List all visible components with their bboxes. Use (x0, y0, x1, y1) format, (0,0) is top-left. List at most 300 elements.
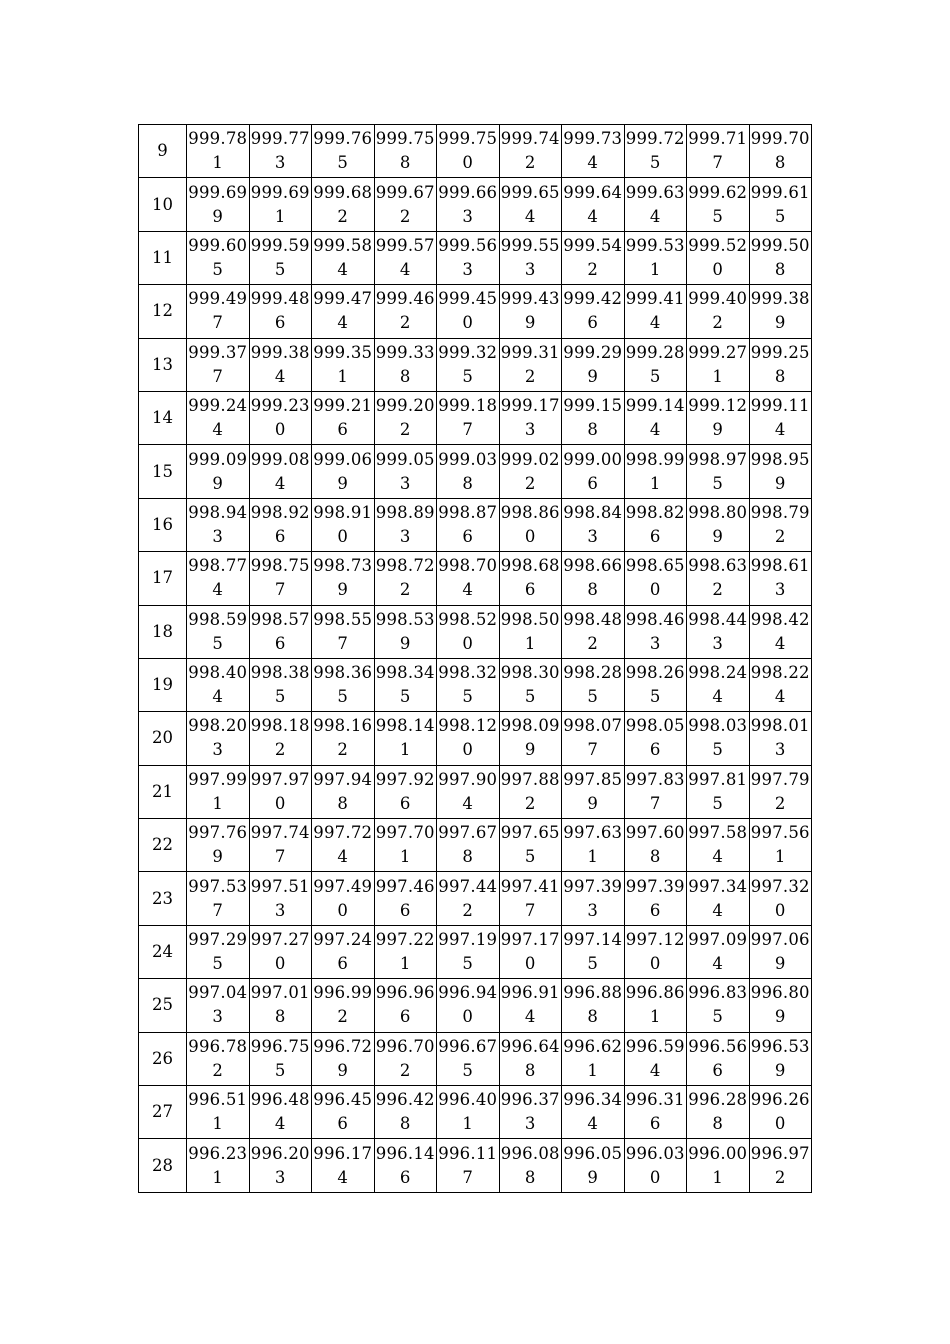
table-cell (624, 605, 687, 658)
cell-value: 996.203 (250, 1143, 310, 1187)
table-row (139, 658, 812, 711)
table-cell (562, 1086, 625, 1139)
row-label: 22 (139, 819, 187, 872)
cell-value: 999.563 (438, 235, 498, 279)
table-cell (437, 658, 500, 711)
table-cell (687, 285, 750, 338)
table-row (139, 1139, 812, 1192)
table-cell (437, 445, 500, 498)
cell-value: 997.043 (188, 983, 248, 1027)
cell-value: 997.701 (375, 823, 435, 867)
table-cell (562, 445, 625, 498)
cell-value: 997.991 (188, 769, 248, 813)
table-cell (187, 1032, 250, 1085)
cell-value: 996.835 (688, 983, 748, 1027)
table-cell (749, 872, 812, 925)
cell-value: 998.443 (688, 609, 748, 653)
cell-value: 998.576 (250, 609, 310, 653)
table-cell (687, 765, 750, 818)
table-row (139, 872, 812, 925)
cell-value: 998.792 (750, 502, 810, 546)
table-cell (187, 819, 250, 872)
cell-value: 999.144 (625, 396, 685, 440)
cell-value: 999.099 (188, 449, 248, 493)
table-cell (499, 605, 562, 658)
cell-value: 998.056 (625, 716, 685, 760)
table-cell (624, 979, 687, 1032)
cell-value: 999.595 (250, 235, 310, 279)
cell-value: 996.566 (688, 1036, 748, 1080)
table-cell (249, 872, 312, 925)
table-cell (749, 338, 812, 391)
cell-value: 999.725 (625, 129, 685, 173)
table-cell (249, 605, 312, 658)
table-row (139, 231, 812, 284)
table-cell (562, 605, 625, 658)
table-cell (437, 605, 500, 658)
table-cell (687, 925, 750, 978)
cell-value: 999.717 (688, 129, 748, 173)
cell-value: 999.750 (438, 129, 498, 173)
cell-value: 999.325 (438, 342, 498, 386)
table-cell (562, 1032, 625, 1085)
table-cell (312, 125, 375, 178)
table-cell (249, 925, 312, 978)
row-label: 18 (139, 605, 187, 658)
cell-value: 999.006 (563, 449, 623, 493)
table-cell (499, 338, 562, 391)
cell-value: 996.729 (313, 1036, 373, 1080)
table-cell (249, 125, 312, 178)
table-cell (374, 925, 437, 978)
cell-value: 996.511 (188, 1090, 248, 1134)
row-label: 17 (139, 552, 187, 605)
row-label: 27 (139, 1086, 187, 1139)
cell-value: 996.174 (313, 1143, 373, 1187)
cell-value: 998.365 (313, 663, 373, 707)
cell-value: 998.632 (688, 556, 748, 600)
table-cell (749, 498, 812, 551)
cell-value: 999.069 (313, 449, 373, 493)
table-cell (249, 552, 312, 605)
table-cell (312, 1139, 375, 1192)
table-cell (312, 231, 375, 284)
table-cell (562, 125, 625, 178)
cell-value: 999.682 (313, 182, 373, 226)
cell-value: 999.734 (563, 129, 623, 173)
cell-value: 999.053 (375, 449, 435, 493)
table-cell (249, 338, 312, 391)
cell-value: 999.258 (750, 342, 810, 386)
cell-value: 996.675 (438, 1036, 498, 1080)
cell-value: 999.450 (438, 289, 498, 333)
cell-value: 999.765 (313, 129, 373, 173)
cell-value: 998.826 (625, 502, 685, 546)
row-label: 26 (139, 1032, 187, 1085)
cell-value: 996.888 (563, 983, 623, 1027)
cell-value: 996.539 (750, 1036, 810, 1080)
table-cell (749, 231, 812, 284)
table-row (139, 1086, 812, 1139)
row-label: 15 (139, 445, 187, 498)
table-cell (499, 1032, 562, 1085)
table-cell (374, 285, 437, 338)
cell-value: 996.702 (375, 1036, 435, 1080)
cell-value: 999.497 (188, 289, 248, 333)
table-cell (437, 765, 500, 818)
table-cell (187, 872, 250, 925)
cell-value: 996.231 (188, 1143, 248, 1187)
table-cell (624, 552, 687, 605)
table-cell (687, 338, 750, 391)
table-cell (687, 872, 750, 925)
cell-value: 998.893 (375, 502, 435, 546)
cell-value: 996.648 (500, 1036, 560, 1080)
table-cell (499, 498, 562, 551)
table-cell (374, 658, 437, 711)
cell-value: 999.426 (563, 289, 623, 333)
cell-value: 997.393 (563, 876, 623, 920)
table-cell (312, 712, 375, 765)
row-label: 23 (139, 872, 187, 925)
table-cell (749, 285, 812, 338)
row-label: 28 (139, 1139, 187, 1192)
table-cell (562, 925, 625, 978)
cell-value: 998.244 (688, 663, 748, 707)
table-cell (437, 872, 500, 925)
table-cell (437, 1032, 500, 1085)
table-cell (374, 445, 437, 498)
cell-value: 998.959 (750, 449, 810, 493)
table-cell (749, 178, 812, 231)
table-cell (749, 1139, 812, 1192)
table-row (139, 125, 812, 178)
table-cell (374, 125, 437, 178)
table-cell (624, 658, 687, 711)
row-label: 21 (139, 765, 187, 818)
cell-value: 996.088 (500, 1143, 560, 1187)
table-cell (374, 872, 437, 925)
table-cell (187, 498, 250, 551)
table-cell (624, 445, 687, 498)
cell-value: 999.129 (688, 396, 748, 440)
table-body (139, 125, 812, 1193)
cell-value: 998.943 (188, 502, 248, 546)
cell-value: 996.861 (625, 983, 685, 1027)
cell-value: 997.195 (438, 930, 498, 974)
table-cell (687, 1086, 750, 1139)
cell-value: 999.758 (375, 129, 435, 173)
table-cell (562, 178, 625, 231)
cell-value: 998.463 (625, 609, 685, 653)
table-cell (437, 1139, 500, 1192)
cell-value: 996.316 (625, 1090, 685, 1134)
table-row (139, 765, 812, 818)
table-row (139, 445, 812, 498)
table-row (139, 285, 812, 338)
cell-value: 998.265 (625, 663, 685, 707)
table-cell (374, 979, 437, 1032)
table-cell (687, 498, 750, 551)
cell-value: 998.650 (625, 556, 685, 600)
cell-value: 996.972 (750, 1143, 810, 1187)
row-label: 19 (139, 658, 187, 711)
table-cell (249, 658, 312, 711)
table-row (139, 1032, 812, 1085)
row-label: 16 (139, 498, 187, 551)
cell-value: 999.584 (313, 235, 373, 279)
cell-value: 999.654 (500, 182, 560, 226)
cell-value: 999.625 (688, 182, 748, 226)
cell-value: 997.120 (625, 930, 685, 974)
table-cell (187, 1086, 250, 1139)
table-cell (437, 125, 500, 178)
cell-value: 998.704 (438, 556, 498, 600)
cell-value: 997.678 (438, 823, 498, 867)
cell-value: 998.305 (500, 663, 560, 707)
cell-value: 998.424 (750, 609, 810, 653)
cell-value: 998.162 (313, 716, 373, 760)
cell-value: 998.501 (500, 609, 560, 653)
cell-value: 997.221 (375, 930, 435, 974)
cell-value: 998.739 (313, 556, 373, 600)
table-cell (312, 765, 375, 818)
cell-value: 998.860 (500, 502, 560, 546)
table-cell (312, 819, 375, 872)
cell-value: 999.520 (688, 235, 748, 279)
table-cell (499, 658, 562, 711)
table-cell (624, 498, 687, 551)
row-label: 24 (139, 925, 187, 978)
cell-value: 997.094 (688, 930, 748, 974)
table-cell (312, 872, 375, 925)
table-cell (687, 819, 750, 872)
cell-value: 998.120 (438, 716, 498, 760)
table-row (139, 925, 812, 978)
table-cell (312, 552, 375, 605)
table-cell (249, 498, 312, 551)
table-cell (374, 765, 437, 818)
table-cell (624, 391, 687, 444)
cell-value: 997.145 (563, 930, 623, 974)
cell-value: 998.686 (500, 556, 560, 600)
table-cell (562, 872, 625, 925)
cell-value: 999.114 (750, 396, 810, 440)
cell-value: 999.553 (500, 235, 560, 279)
table-cell (749, 605, 812, 658)
cell-value: 998.385 (250, 663, 310, 707)
table-cell (437, 925, 500, 978)
cell-value: 997.655 (500, 823, 560, 867)
table-cell (749, 125, 812, 178)
table-cell (624, 125, 687, 178)
cell-value: 999.351 (313, 342, 373, 386)
table-cell (187, 1139, 250, 1192)
table-cell (499, 1139, 562, 1192)
table-cell (749, 765, 812, 818)
cell-value: 999.202 (375, 396, 435, 440)
table-cell (187, 765, 250, 818)
table-cell (437, 178, 500, 231)
table-row (139, 498, 812, 551)
cell-value: 997.970 (250, 769, 310, 813)
cell-value: 996.401 (438, 1090, 498, 1134)
table-cell (374, 391, 437, 444)
table-cell (562, 552, 625, 605)
table-cell (687, 1032, 750, 1085)
cell-value: 999.486 (250, 289, 310, 333)
cell-value: 998.809 (688, 502, 748, 546)
table-cell (187, 925, 250, 978)
table-cell (374, 1139, 437, 1192)
data-table (138, 124, 812, 1193)
table-cell (499, 445, 562, 498)
table-cell (749, 658, 812, 711)
cell-value: 997.882 (500, 769, 560, 813)
cell-value: 999.187 (438, 396, 498, 440)
cell-value: 997.417 (500, 876, 560, 920)
cell-value: 998.722 (375, 556, 435, 600)
cell-value: 999.038 (438, 449, 498, 493)
table-cell (687, 552, 750, 605)
cell-value: 999.084 (250, 449, 310, 493)
cell-value: 996.940 (438, 983, 498, 1027)
cell-value: 999.663 (438, 182, 498, 226)
cell-value: 998.285 (563, 663, 623, 707)
table-cell (187, 391, 250, 444)
table-cell (374, 178, 437, 231)
cell-value: 997.295 (188, 930, 248, 974)
cell-value: 998.203 (188, 716, 248, 760)
cell-value: 998.520 (438, 609, 498, 653)
table-cell (499, 125, 562, 178)
cell-value: 996.456 (313, 1090, 373, 1134)
table-cell (249, 1139, 312, 1192)
cell-value: 996.809 (750, 983, 810, 1027)
cell-value: 997.270 (250, 930, 310, 974)
table-cell (562, 231, 625, 284)
cell-value: 997.561 (750, 823, 810, 867)
cell-value: 999.699 (188, 182, 248, 226)
cell-value: 996.373 (500, 1090, 560, 1134)
cell-value: 999.462 (375, 289, 435, 333)
cell-value: 999.022 (500, 449, 560, 493)
table-cell (249, 231, 312, 284)
table-cell (312, 1086, 375, 1139)
table-cell (499, 872, 562, 925)
table-cell (687, 1139, 750, 1192)
table-row (139, 552, 812, 605)
cell-value: 998.668 (563, 556, 623, 600)
table-cell (562, 979, 625, 1032)
cell-value: 998.991 (625, 449, 685, 493)
table-cell (749, 819, 812, 872)
table-cell (374, 605, 437, 658)
cell-value: 999.402 (688, 289, 748, 333)
table-cell (499, 391, 562, 444)
cell-value: 997.442 (438, 876, 498, 920)
cell-value: 999.574 (375, 235, 435, 279)
table-row (139, 819, 812, 872)
cell-value: 999.173 (500, 396, 560, 440)
cell-value: 997.490 (313, 876, 373, 920)
cell-value: 997.815 (688, 769, 748, 813)
cell-value: 998.141 (375, 716, 435, 760)
table-cell (687, 605, 750, 658)
cell-value: 998.843 (563, 502, 623, 546)
cell-value: 998.557 (313, 609, 373, 653)
table-cell (374, 712, 437, 765)
table-cell (437, 498, 500, 551)
table-cell (624, 1086, 687, 1139)
table-cell (749, 1086, 812, 1139)
table-cell (749, 445, 812, 498)
cell-value: 999.615 (750, 182, 810, 226)
table-row (139, 178, 812, 231)
table-row (139, 979, 812, 1032)
table-row (139, 712, 812, 765)
row-label: 10 (139, 178, 187, 231)
table-cell (374, 1086, 437, 1139)
row-label: 14 (139, 391, 187, 444)
table-cell (312, 658, 375, 711)
cell-value: 996.755 (250, 1036, 310, 1080)
table-cell (499, 979, 562, 1032)
table-cell (249, 445, 312, 498)
cell-value: 996.146 (375, 1143, 435, 1187)
table-cell (374, 338, 437, 391)
cell-value: 997.608 (625, 823, 685, 867)
cell-value: 997.069 (750, 930, 810, 974)
cell-value: 997.513 (250, 876, 310, 920)
cell-value: 997.926 (375, 769, 435, 813)
cell-value: 999.531 (625, 235, 685, 279)
cell-value: 998.595 (188, 609, 248, 653)
table-cell (749, 979, 812, 1032)
cell-value: 996.484 (250, 1090, 310, 1134)
table-cell (624, 1032, 687, 1085)
table-cell (624, 338, 687, 391)
table-cell (562, 1139, 625, 1192)
cell-value: 999.271 (688, 342, 748, 386)
table-cell (312, 1032, 375, 1085)
table-cell (687, 979, 750, 1032)
table-cell (249, 1086, 312, 1139)
table-cell (437, 712, 500, 765)
table-cell (187, 552, 250, 605)
table-cell (249, 1032, 312, 1085)
cell-value: 998.345 (375, 663, 435, 707)
cell-value: 999.377 (188, 342, 248, 386)
table-cell (249, 391, 312, 444)
cell-value: 998.404 (188, 663, 248, 707)
table-cell (312, 285, 375, 338)
cell-value: 999.742 (500, 129, 560, 173)
cell-value: 999.439 (500, 289, 560, 333)
table-cell (624, 765, 687, 818)
cell-value: 998.482 (563, 609, 623, 653)
table-cell (187, 445, 250, 498)
cell-value: 996.288 (688, 1090, 748, 1134)
table-cell (562, 391, 625, 444)
cell-value: 996.117 (438, 1143, 498, 1187)
cell-value: 999.338 (375, 342, 435, 386)
table-cell (374, 498, 437, 551)
table-cell (562, 338, 625, 391)
table-cell (312, 178, 375, 231)
table-cell (499, 178, 562, 231)
table-cell (749, 1032, 812, 1085)
